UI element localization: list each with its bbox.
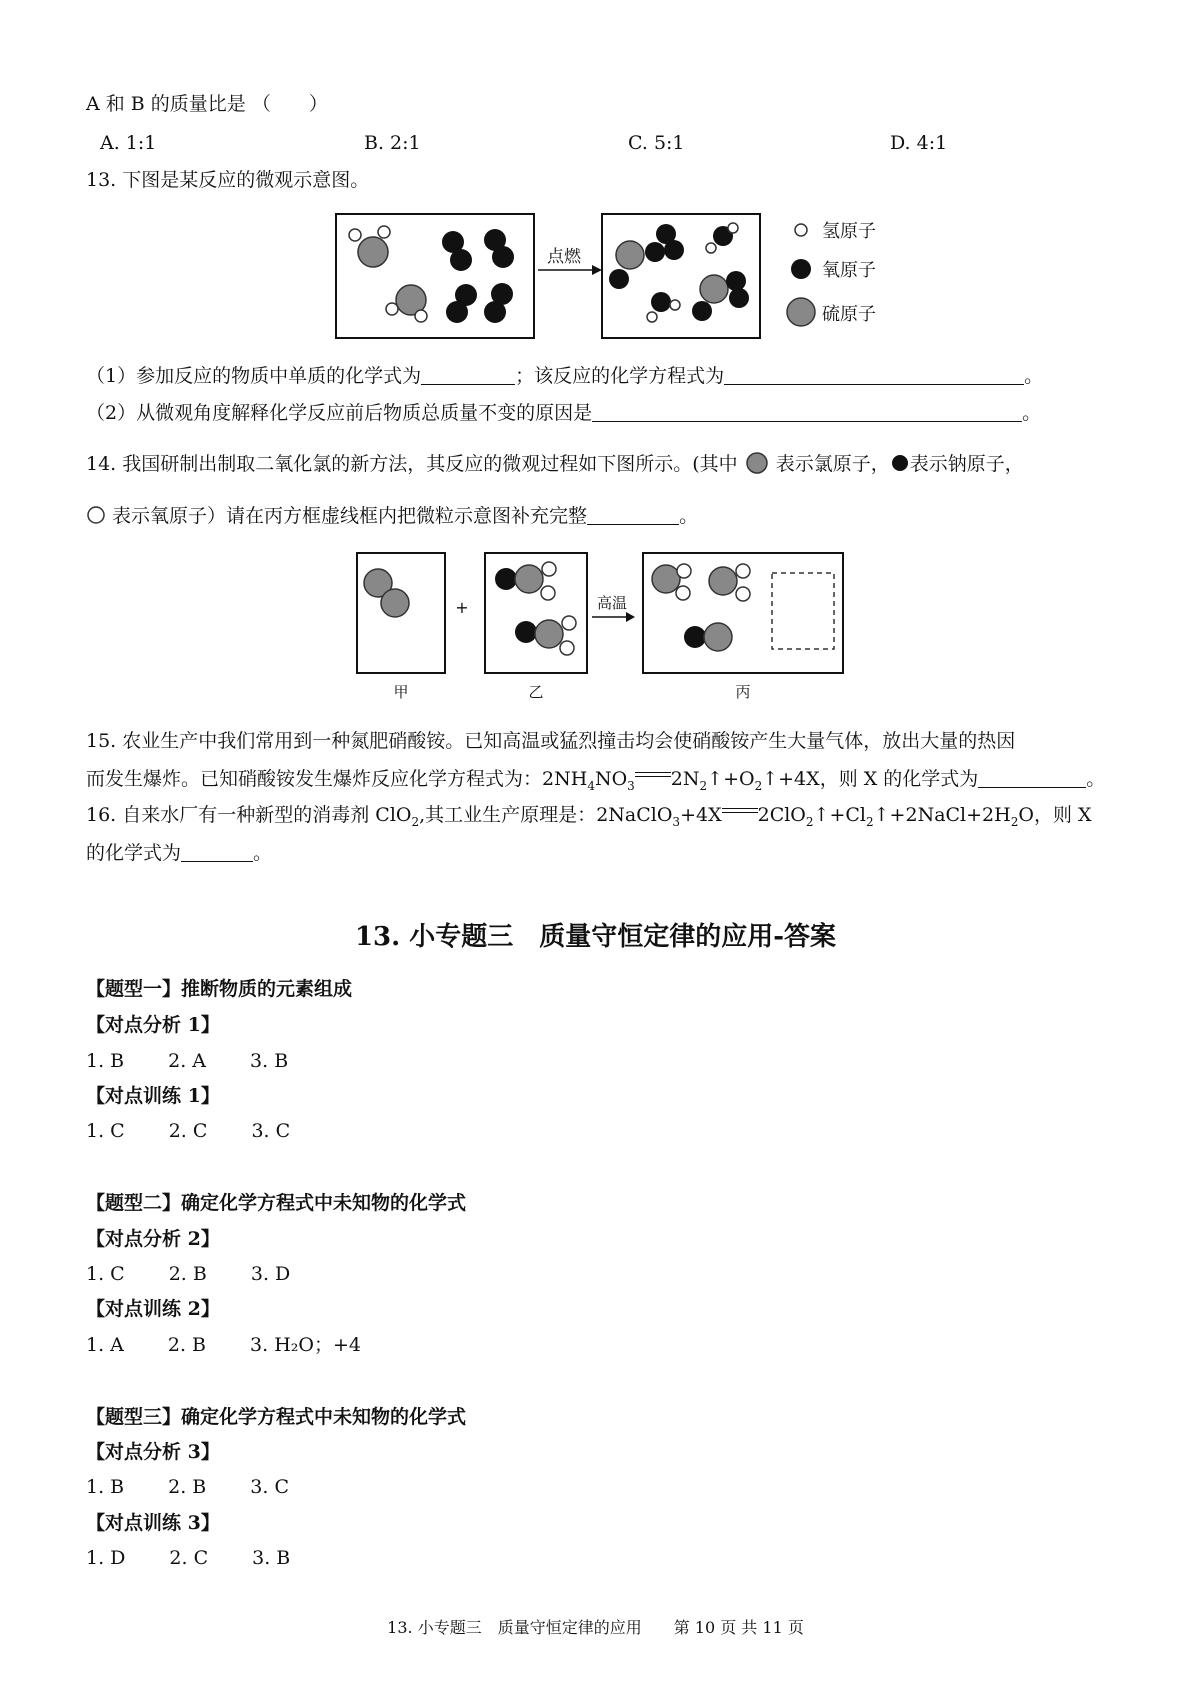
box-label-yi: 乙 <box>528 683 544 701</box>
q15-line2: 而发生爆炸。已知硝酸铵发生爆炸反应化学方程式为：$2NH_4NO_3$ $2N_2↑+O_2↑+4X$，则 X 的化学式为 。 <box>86 768 1106 793</box>
q12-option-d: D. 4:1 <box>890 132 948 154</box>
q13-answer-blank-2[interactable] <box>724 366 1024 385</box>
plus-sign: + <box>455 598 469 617</box>
q14-micro-diagram <box>350 545 850 705</box>
answer-row: 1. C 2. C 3. C <box>86 1120 291 1142</box>
q14-stem-line2: 表示氧原子）请在丙方框虚线框内把微粒示意图补充完整 。 <box>86 505 698 526</box>
section-heading-3: 【题型三】确定化学方程式中未知物的化学式 <box>86 1406 467 1428</box>
q15-line1: 15. 农业生产中我们常用到一种氮肥硝酸铵。已知高温或猛烈撞击均会使硝酸铵产生大量气体，放出大量的热因 <box>86 730 1016 752</box>
q15-answer-blank[interactable] <box>978 769 1086 788</box>
legend-sulfur: 硫原子 <box>822 304 876 325</box>
answer-row: 1. B 2. A 3. B <box>86 1050 289 1072</box>
q13-answer-blank-1[interactable] <box>421 366 515 385</box>
section-heading-1: 【题型一】推断物质的元素组成 <box>86 978 353 1000</box>
q12-option-c: C. 5:1 <box>628 132 685 154</box>
q12-stem: A 和 B 的质量比是 （ ） <box>86 93 328 115</box>
group-label: 【对点分析 1】 <box>86 1014 220 1036</box>
q13-sub2: （2）从微观角度解释化学反应前后物质总质量不变的原因是 。 <box>86 402 1042 424</box>
answers-title: 13. 小专题三 质量守恒定律的应用-答案 <box>354 922 837 952</box>
group-label: 【对点分析 3】 <box>86 1441 220 1463</box>
answer-row: 1. B 2. B 3. C <box>86 1476 289 1498</box>
q13-arrow-label: 点燃 <box>547 247 581 267</box>
section-heading-2: 【题型二】确定化学方程式中未知物的化学式 <box>86 1192 467 1214</box>
group-label: 【对点训练 1】 <box>86 1085 220 1107</box>
legend-oxygen: 氧原子 <box>822 260 876 281</box>
q13-sub1: （1）参加反应的物质中单质的化学式为 ；该反应的化学方程式为 。 <box>86 365 1044 387</box>
legend-hydrogen: 氢原子 <box>822 221 876 242</box>
q16-line1: 16. 自来水厂有一种新型的消毒剂 ClO$_2$,其工业生产原理是：2NaClO$_3$+4X $2ClO_2↑+Cl_2↑+2NaCl+2H_2O$，则 X <box>86 804 1092 829</box>
q13-stem: 13. 下图是某反应的微观示意图。 <box>86 169 370 191</box>
chlorine-atom-icon <box>744 452 770 474</box>
q12-option-b: B. 2:1 <box>364 132 421 154</box>
box-label-bing: 丙 <box>735 683 751 701</box>
q14-answer-blank[interactable] <box>587 506 679 525</box>
answer-row: 1. C 2. B 3. D <box>86 1263 291 1285</box>
q12-option-a: A. 1:1 <box>100 132 157 154</box>
box-label-jia: 甲 <box>393 683 409 701</box>
q16-answer-blank[interactable] <box>181 843 253 862</box>
q14-stem-line1: 14. 我国研制出制取二氧化氯的新方法，其反应的微观过程如下图所示。(其中 表示氯原子， 表示钠原子， <box>86 453 1024 475</box>
group-label: 【对点训练 2】 <box>86 1298 220 1320</box>
q15-equation: $2NH_4NO_3$ $2N_2↑+O_2↑+4X$ <box>542 768 820 793</box>
group-label: 【对点训练 3】 <box>86 1512 220 1534</box>
q13-micro-diagram <box>330 210 910 345</box>
q16-line2: 的化学式为 。 <box>86 842 273 864</box>
answer-row: 1. D 2. C 3. B <box>86 1547 291 1569</box>
q13-answer-blank-3[interactable] <box>592 403 1022 422</box>
q16-equation: 2NaClO$_3$+4X $2ClO_2↑+Cl_2↑+2NaCl+2H_2O$ <box>596 804 1034 829</box>
oxygen-atom-icon <box>86 505 106 525</box>
q14-arrow-label: 高温 <box>596 594 628 612</box>
group-label: 【对点分析 2】 <box>86 1228 220 1250</box>
page-footer: 13. 小专题三 质量守恒定律的应用 第 10 页 共 11 页 <box>387 1618 804 1637</box>
answer-row: 1. A 2. B 3. H₂O；+4 <box>86 1334 361 1356</box>
sodium-atom-icon <box>890 453 910 473</box>
